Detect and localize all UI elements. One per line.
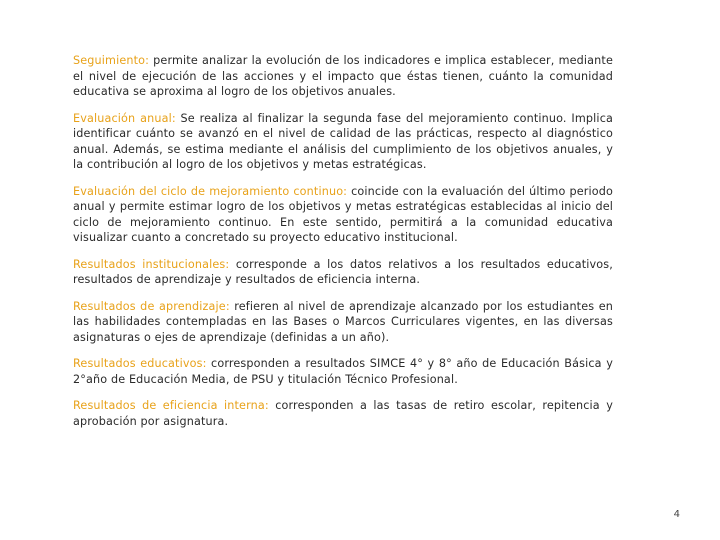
definition-resultados-aprendizaje	[73, 299, 613, 346]
definition-resultados-educativos	[73, 356, 613, 387]
definition-evaluacion-ciclo	[73, 184, 613, 246]
term-label: Resultados educativos:	[73, 357, 207, 370]
definition-text: refieren al nivel de aprendizaje alcanzado por los estudiantes en las habilidades contempladas en las Bases o Marcos Curriculares vigentes, en las diversas asignaturas o ejes de aprendizaje (definidas a un año).	[73, 299, 613, 344]
definition-text: corresponden a resultados SIMCE 4° y 8° año de Educación Básica y 2°año de Educación Media, de PSU y titulación Técnico Profesional.	[73, 357, 613, 386]
term-label: Evaluación anual:	[73, 111, 176, 125]
term-label: Seguimiento:	[73, 54, 150, 67]
term-label: Resultados de eficiencia interna:	[73, 399, 269, 412]
term-label: Evaluación del ciclo de mejoramiento continuo:	[73, 184, 348, 198]
page-number: 4	[673, 509, 680, 520]
definition-evaluacion-anual	[73, 111, 613, 173]
definition-text: corresponde a los datos relativos a los resultados educativos, resultados de aprendizaje y resultados de eficiencia interna.	[73, 257, 613, 286]
definition-text: corresponden a las tasas de retiro escolar, repitencia y aprobación por asignatura.	[73, 399, 613, 428]
definitions-list	[73, 53, 613, 440]
term-label: Resultados institucionales:	[73, 257, 230, 271]
definition-text: permite analizar la evolución de los indicadores e implica establecer, mediante el nivel de ejecución de las acciones y el impacto que éstas tienen, cuánto la comunidad educativa se aproxima al logro de los objetivos anuales.	[73, 54, 613, 98]
definition-seguimiento	[73, 53, 613, 100]
definition-resultados-eficiencia	[73, 398, 613, 429]
term-label: Resultados de aprendizaje:	[73, 299, 230, 313]
definition-resultados-institucionales	[73, 257, 613, 288]
definition-text: Se realiza al finalizar la segunda fase del mejoramiento continuo. Implica identificar cuánto se avanzó en el nivel de calidad de las prácticas, respecto al diagnóstico anual. Además, se estima mediante el análisis del cumplimiento de los objetivos anuales, y la contribución al logro de los objetivos y metas estratégicas.	[73, 111, 614, 171]
definition-text: coincide con la evaluación del último periodo anual y permite estimar logro de los objetivos y metas estratégicas establecidas al inicio del ciclo de mejoramiento continuo. En este sentido, permitirá a la comunidad educativa visualizar cuanto a concretado su proyecto educativo institucional.	[73, 184, 613, 244]
